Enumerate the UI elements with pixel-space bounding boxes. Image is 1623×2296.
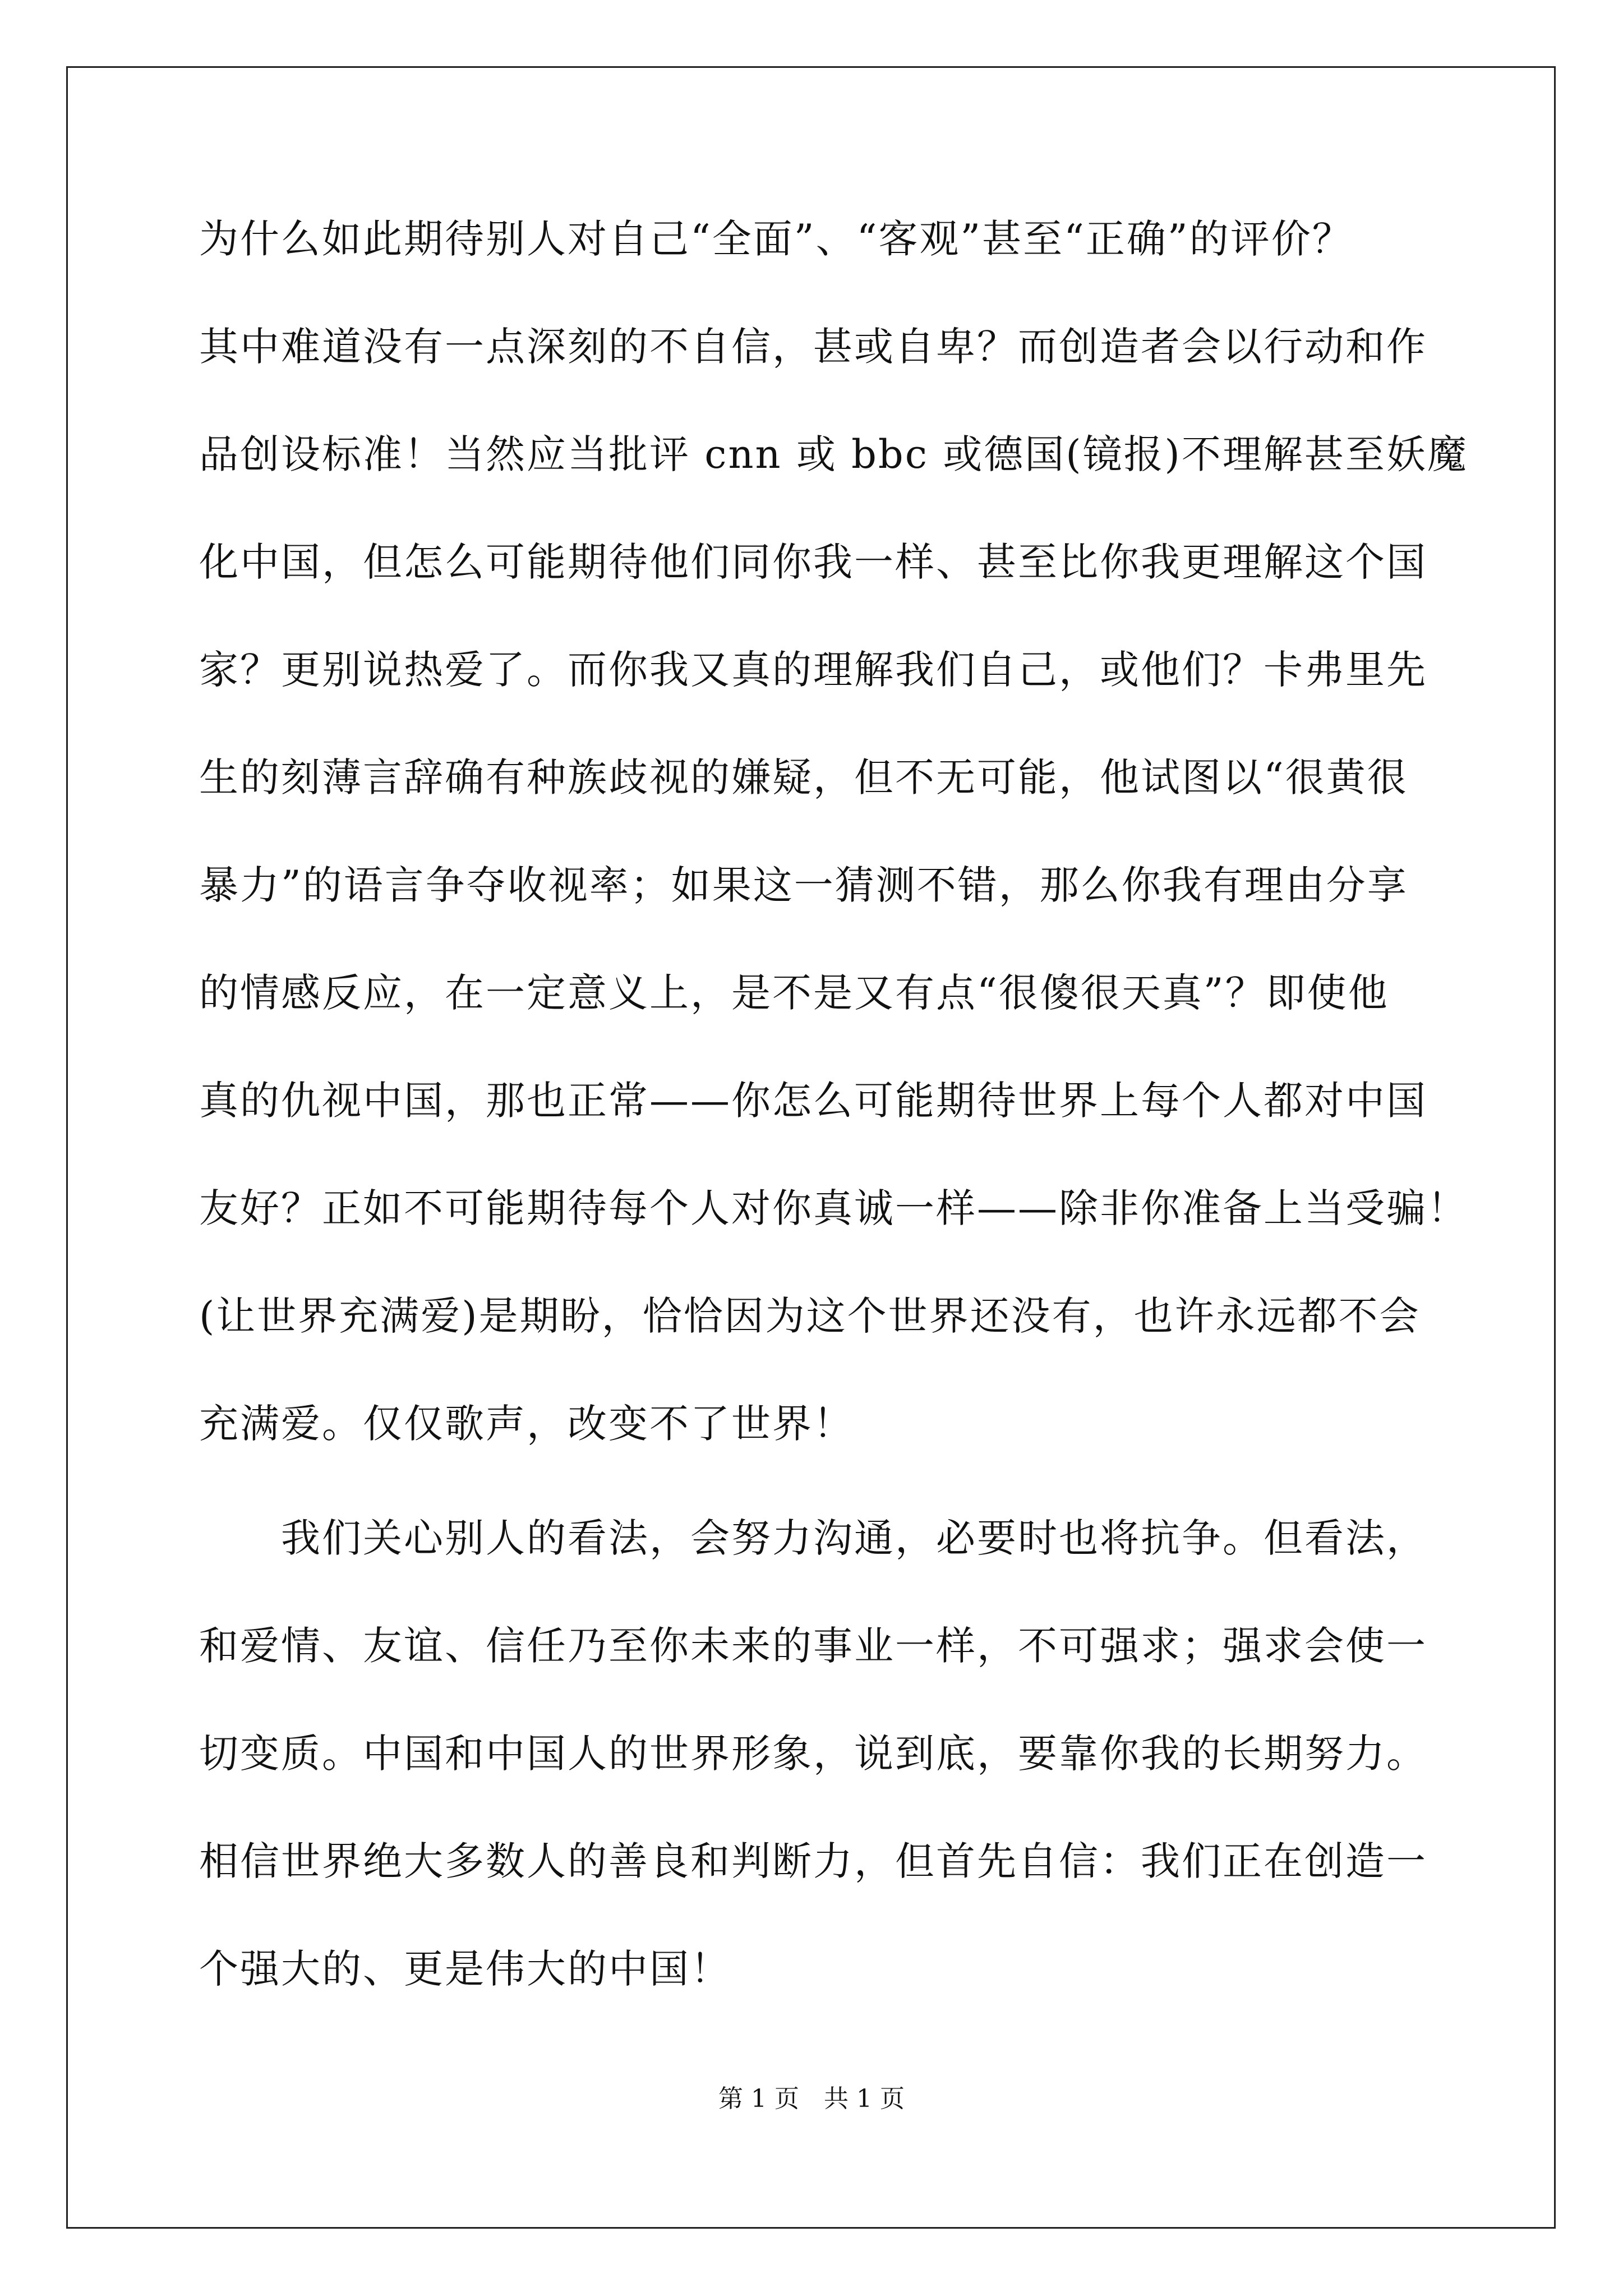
page-number: 第 1 页	[718, 2085, 799, 2113]
page-footer	[0, 2082, 1623, 2116]
text-line: 相信世界绝大多数人的善良和判断力，但首先自信：我们正在创造一	[199, 1838, 1427, 1884]
text-line: 家？更别说热爱了。而你我又真的理解我们自己，或他们？卡弗里先	[199, 647, 1427, 693]
text-line: 切变质。中国和中国人的世界形象，说到底，要靠你我的长期努力。	[199, 1731, 1427, 1777]
paragraph-spacer	[199, 1478, 1433, 1484]
text-line: 我们关心别人的看法，会努力沟通，必要时也将抗争。但看法，	[281, 1515, 1427, 1561]
text-line: 和爱情、友谊、信任乃至你未来的事业一样，不可强求；强求会使一	[199, 1623, 1427, 1669]
document-body	[199, 185, 1468, 2023]
text-line: 为什么如此期待别人对自己“全面”、“客观”甚至“正确”的评价？	[199, 216, 1353, 262]
text-line: 生的刻薄言辞确有种族歧视的嫌疑，但不无可能，他试图以“很黄很	[199, 754, 1408, 800]
text-line: 友好？正如不可能期待每个人对你真诚一样——除非你准备上当受骗！	[199, 1185, 1468, 1231]
page-total: 共 1 页	[824, 2085, 905, 2113]
paragraph	[199, 1484, 1433, 2023]
text-line: 真的仇视中国，那也正常——你怎么可能期待世界上每个人都对中国	[199, 1078, 1427, 1124]
text-line: 充满爱。仅仅歌声，改变不了世界！	[199, 1401, 854, 1447]
text-line: 化中国，但怎么可能期待他们同你我一样、甚至比你我更理解这个国	[199, 539, 1427, 585]
text-line: 个强大的、更是伟大的中国！	[199, 1946, 731, 1992]
text-line: 的情感反应，在一定意义上，是不是又有点“很傻很天真”？即使他	[199, 970, 1389, 1016]
text-line: 暴力”的语言争夺收视率；如果这一猜测不错，那么你我有理由分享	[199, 862, 1408, 908]
paragraph	[199, 185, 1468, 1478]
text-line: (让世界充满爱)是期盼，恰恰因为这个世界还没有，也许永远都不会	[199, 1293, 1421, 1339]
text-line: 其中难道没有一点深刻的不自信，甚或自卑？而创造者会以行动和作	[199, 324, 1427, 370]
text-line: 品创设标准！当然应当批评 cnn 或 bbc 或德国(镜报)不理解甚至妖魔	[199, 431, 1468, 477]
